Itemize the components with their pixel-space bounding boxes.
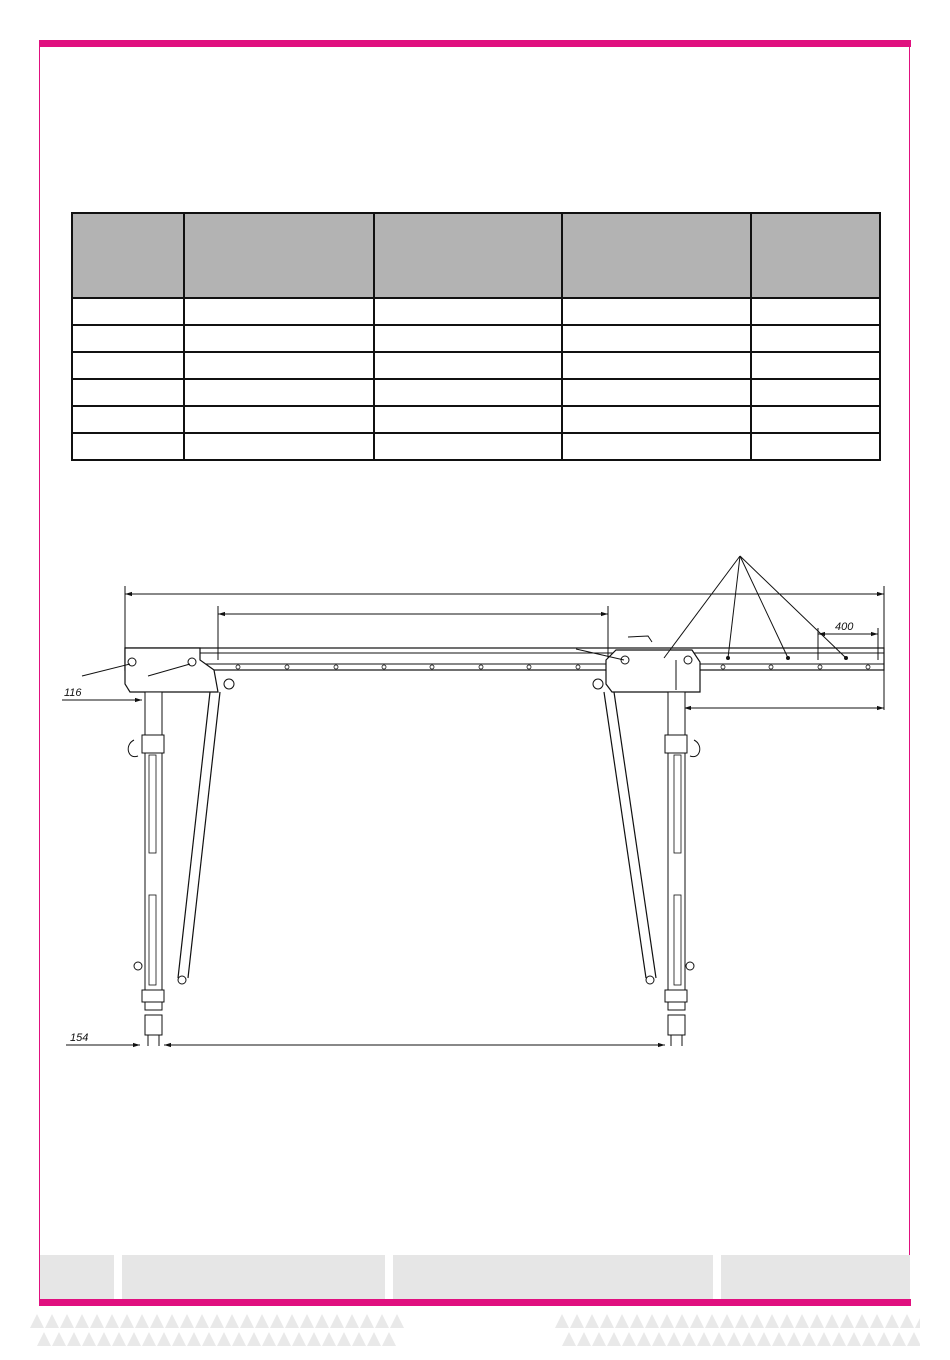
pattern-triangle (292, 1332, 306, 1346)
pattern-triangle (225, 1314, 239, 1328)
pattern-triangle (52, 1332, 66, 1346)
anchor-points (726, 656, 848, 660)
table-cell (184, 298, 374, 325)
specification-table (71, 212, 881, 461)
table-cell (374, 352, 562, 379)
table-header-cell (562, 213, 751, 298)
pattern-triangle (645, 1314, 659, 1328)
pattern-triangle (727, 1332, 741, 1346)
pattern-triangle (285, 1314, 299, 1328)
pattern-triangle (322, 1332, 336, 1346)
pattern-triangle (615, 1314, 629, 1328)
table-cell (562, 406, 751, 433)
pattern-triangle (840, 1314, 854, 1328)
pattern-triangle (337, 1332, 351, 1346)
gantry-technical-drawing (40, 540, 910, 1080)
table-cell (562, 352, 751, 379)
table-row (72, 379, 880, 406)
pattern-triangle (862, 1332, 876, 1346)
pattern-triangle (382, 1332, 396, 1346)
pattern-triangle (60, 1314, 74, 1328)
side-offset-bottom-label: 154 (70, 1032, 89, 1044)
pattern-triangle (562, 1332, 576, 1346)
table-cell (374, 298, 562, 325)
table-cell (751, 352, 880, 379)
footer-cell (393, 1255, 713, 1299)
pattern-triangle (817, 1332, 831, 1346)
table-cell (72, 352, 184, 379)
pattern-triangle (142, 1332, 156, 1346)
pattern-triangle (270, 1314, 284, 1328)
pattern-triangle (157, 1332, 171, 1346)
pattern-triangle (832, 1332, 846, 1346)
right-brace (604, 692, 646, 978)
table-cell (72, 433, 184, 460)
pattern-triangle (240, 1314, 254, 1328)
side-offset-top-label: 116 (64, 687, 82, 699)
pattern-triangle (900, 1314, 914, 1328)
pattern-triangle (307, 1332, 321, 1346)
top-accent-bar (39, 40, 911, 47)
pattern-triangle (37, 1332, 51, 1346)
pattern-triangle (75, 1314, 89, 1328)
pattern-triangle (907, 1332, 920, 1346)
pattern-triangle (390, 1314, 404, 1328)
pattern-triangle (772, 1332, 786, 1346)
pattern-triangle (637, 1332, 651, 1346)
table-row (72, 325, 880, 352)
pattern-triangle (330, 1314, 344, 1328)
pattern-triangle (97, 1332, 111, 1346)
table-cell (72, 379, 184, 406)
footer-cell (721, 1255, 910, 1299)
pattern-triangle (825, 1314, 839, 1328)
pattern-triangle (255, 1314, 269, 1328)
pattern-triangle (885, 1314, 899, 1328)
pattern-triangle (705, 1314, 719, 1328)
pattern-triangle (600, 1314, 614, 1328)
pattern-triangle (555, 1314, 569, 1328)
pattern-triangle (247, 1332, 261, 1346)
pattern-triangle (210, 1314, 224, 1328)
pattern-triangle (810, 1314, 824, 1328)
pattern-triangle (652, 1332, 666, 1346)
pattern-triangle (877, 1332, 891, 1346)
pattern-triangle (787, 1332, 801, 1346)
pattern-triangle (622, 1332, 636, 1346)
bottom-accent-bar (39, 1299, 911, 1306)
pattern-triangle (232, 1332, 246, 1346)
pattern-triangle (607, 1332, 621, 1346)
table-row (72, 298, 880, 325)
pattern-triangle (180, 1314, 194, 1328)
table-cell (374, 325, 562, 352)
table-header-cell (751, 213, 880, 298)
pattern-triangle (172, 1332, 186, 1346)
pattern-triangle (765, 1314, 779, 1328)
pattern-triangle (105, 1314, 119, 1328)
table-cell (72, 325, 184, 352)
table-cell (374, 379, 562, 406)
pattern-triangle (120, 1314, 134, 1328)
pattern-triangle (202, 1332, 216, 1346)
footer-cell (40, 1255, 114, 1299)
table-cell (374, 433, 562, 460)
table-cell (751, 325, 880, 352)
pattern-triangle (720, 1314, 734, 1328)
pattern-triangle (262, 1332, 276, 1346)
pattern-triangle (585, 1314, 599, 1328)
pattern-triangle (660, 1314, 674, 1328)
table-row (72, 406, 880, 433)
pattern-triangle (375, 1314, 389, 1328)
table-cell (184, 325, 374, 352)
pattern-triangle (315, 1314, 329, 1328)
table-row (72, 433, 880, 460)
left-brace (178, 692, 210, 978)
table-cell (751, 298, 880, 325)
pattern-triangle (870, 1314, 884, 1328)
pattern-triangle (735, 1314, 749, 1328)
pattern-triangle (360, 1314, 374, 1328)
table-header-cell (72, 213, 184, 298)
pattern-triangle (757, 1332, 771, 1346)
table-cell (72, 298, 184, 325)
pattern-triangle (367, 1332, 381, 1346)
pattern-triangle (90, 1314, 104, 1328)
left-end-plate (125, 648, 218, 692)
pattern-triangle (195, 1314, 209, 1328)
pattern-triangle (847, 1332, 861, 1346)
table-cell (562, 433, 751, 460)
pattern-triangle (592, 1332, 606, 1346)
pattern-triangle (352, 1332, 366, 1346)
pattern-triangle (892, 1332, 906, 1346)
pattern-triangle (217, 1332, 231, 1346)
pattern-triangle (697, 1332, 711, 1346)
table-cell (184, 433, 374, 460)
table-cell (374, 406, 562, 433)
pattern-triangle (690, 1314, 704, 1328)
pattern-triangle (682, 1332, 696, 1346)
table-cell (751, 379, 880, 406)
pattern-triangle (112, 1332, 126, 1346)
decorative-triangle-pattern (30, 1312, 920, 1352)
pattern-triangle (855, 1314, 869, 1328)
beam-holes (236, 665, 870, 669)
pattern-triangle (127, 1332, 141, 1346)
pattern-triangle (712, 1332, 726, 1346)
pattern-triangle (915, 1314, 920, 1328)
table-cell (184, 406, 374, 433)
pattern-triangle (750, 1314, 764, 1328)
footer-cell (122, 1255, 385, 1299)
hole-spacing-label: 400 (835, 621, 854, 633)
table-header-row (72, 213, 880, 298)
table-cell (562, 325, 751, 352)
table-row (72, 352, 880, 379)
table-cell (751, 433, 880, 460)
pattern-triangle (795, 1314, 809, 1328)
pattern-triangle (345, 1314, 359, 1328)
table-header-cell (374, 213, 562, 298)
pattern-triangle (577, 1332, 591, 1346)
pattern-triangle (45, 1314, 59, 1328)
pattern-triangle (630, 1314, 644, 1328)
pattern-triangle (135, 1314, 149, 1328)
pattern-triangle (82, 1332, 96, 1346)
pattern-triangle (570, 1314, 584, 1328)
pattern-triangle (30, 1314, 44, 1328)
pattern-triangle (187, 1332, 201, 1346)
pattern-triangle (780, 1314, 794, 1328)
table-cell (751, 406, 880, 433)
pattern-triangle (667, 1332, 681, 1346)
table-cell (184, 352, 374, 379)
table-cell (72, 406, 184, 433)
pattern-triangle (150, 1314, 164, 1328)
pattern-triangle (675, 1314, 689, 1328)
pattern-triangle (165, 1314, 179, 1328)
pattern-triangle (300, 1314, 314, 1328)
table-header-cell (184, 213, 374, 298)
table-cell (562, 298, 751, 325)
pattern-triangle (742, 1332, 756, 1346)
pattern-triangle (277, 1332, 291, 1346)
pattern-triangle (802, 1332, 816, 1346)
pattern-triangle (67, 1332, 81, 1346)
table-cell (562, 379, 751, 406)
table-cell (184, 379, 374, 406)
page-footer (40, 1255, 910, 1299)
